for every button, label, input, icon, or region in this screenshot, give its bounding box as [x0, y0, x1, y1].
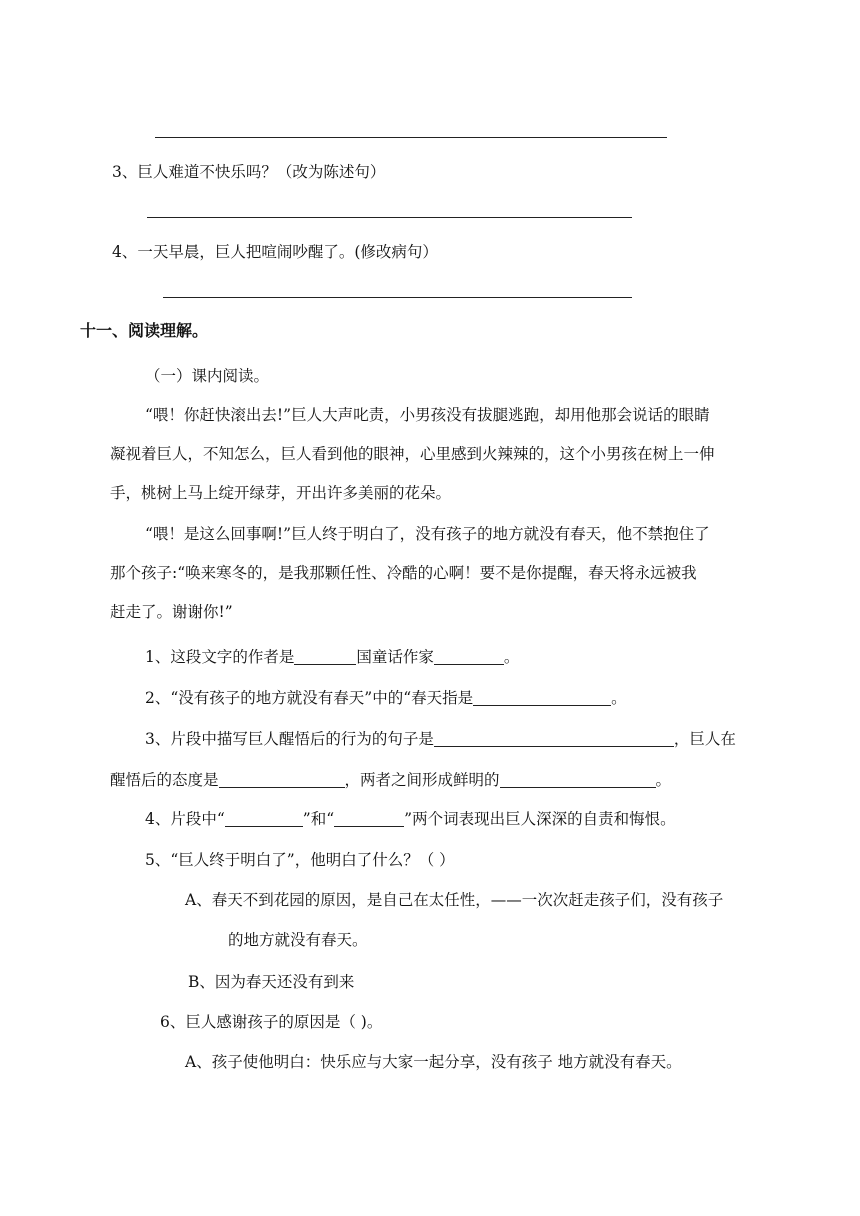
question-4: 4、片段中“ ”和“ ”两个词表现出巨人深深的自责和悔恨。	[145, 810, 676, 828]
answer-blank[interactable]	[434, 649, 504, 665]
passage-line: “喂！是这么回事啊!”巨人终于明白了，没有孩子的地方就没有春天，他不禁抱住了	[145, 525, 710, 543]
option-b: B、因为春天还没有到来	[188, 973, 355, 991]
question-6: 6、巨人感谢孩子的原因是（ )。	[160, 1013, 383, 1031]
option-a: A、孩子使他明白：快乐应与大家一起分享，没有孩子 地方就没有春天。	[185, 1053, 682, 1071]
passage-line: 赶走了。谢谢你!”	[110, 603, 233, 621]
answer-blank[interactable]	[294, 649, 356, 665]
answer-blank[interactable]	[434, 731, 674, 747]
answer-line-q4	[163, 297, 632, 298]
question-3: 3、片段中描写巨人醒悟后的行为的句子是 ，巨人在	[145, 730, 736, 748]
option-a: A、春天不到花园的原因，是自己在太任性，——一次次赶走孩子们，没有孩子	[185, 891, 724, 909]
subsection-heading: （一）课内阅读。	[145, 367, 270, 385]
question-4-fix-sentence: 4、一天早晨，巨人把喧闹吵醒了。(修改病句）	[112, 243, 438, 261]
passage-line: 凝视着巨人，不知怎么，巨人看到他的眼神，心里感到火辣辣的，这个小男孩在树上一伸	[110, 445, 715, 463]
passage-line: 手，桃树上马上绽开绿芽，开出许多美丽的花朵。	[110, 484, 452, 502]
answer-blank[interactable]	[473, 690, 611, 706]
option-a-cont: 的地方就没有春天。	[228, 931, 368, 949]
question-2: 2、“没有孩子的地方就没有春天”中的“春天指是 。	[145, 689, 627, 707]
question-5: 5、“巨人终于明白了”，他明白了什么？（ ）	[145, 851, 455, 869]
question-3-cont: 醒悟后的态度是 ，两者之间形成鲜明的 。	[110, 771, 672, 789]
answer-blank[interactable]	[225, 811, 303, 827]
question-3-rewrite: 3、巨人难道不快乐吗？（改为陈述句）	[112, 163, 386, 181]
answer-blank[interactable]	[219, 772, 345, 788]
passage-line: 那个孩子:“唤来寒冬的，是我那颗任性、冷酷的心啊！要不是你提醒，春天将永远被我	[110, 564, 697, 582]
answer-blank[interactable]	[500, 772, 656, 788]
section-heading: 十一、阅读理解。	[80, 321, 209, 340]
passage-line: “喂！你赶快滚出去!”巨人大声叱责，小男孩没有拔腿逃跑，却用他那会说话的眼睛	[145, 406, 710, 424]
answer-blank[interactable]	[334, 811, 404, 827]
answer-line-q3	[147, 217, 632, 218]
answer-line-q2	[155, 137, 667, 138]
question-1: 1、这段文字的作者是 国童话作家 。	[145, 648, 520, 666]
